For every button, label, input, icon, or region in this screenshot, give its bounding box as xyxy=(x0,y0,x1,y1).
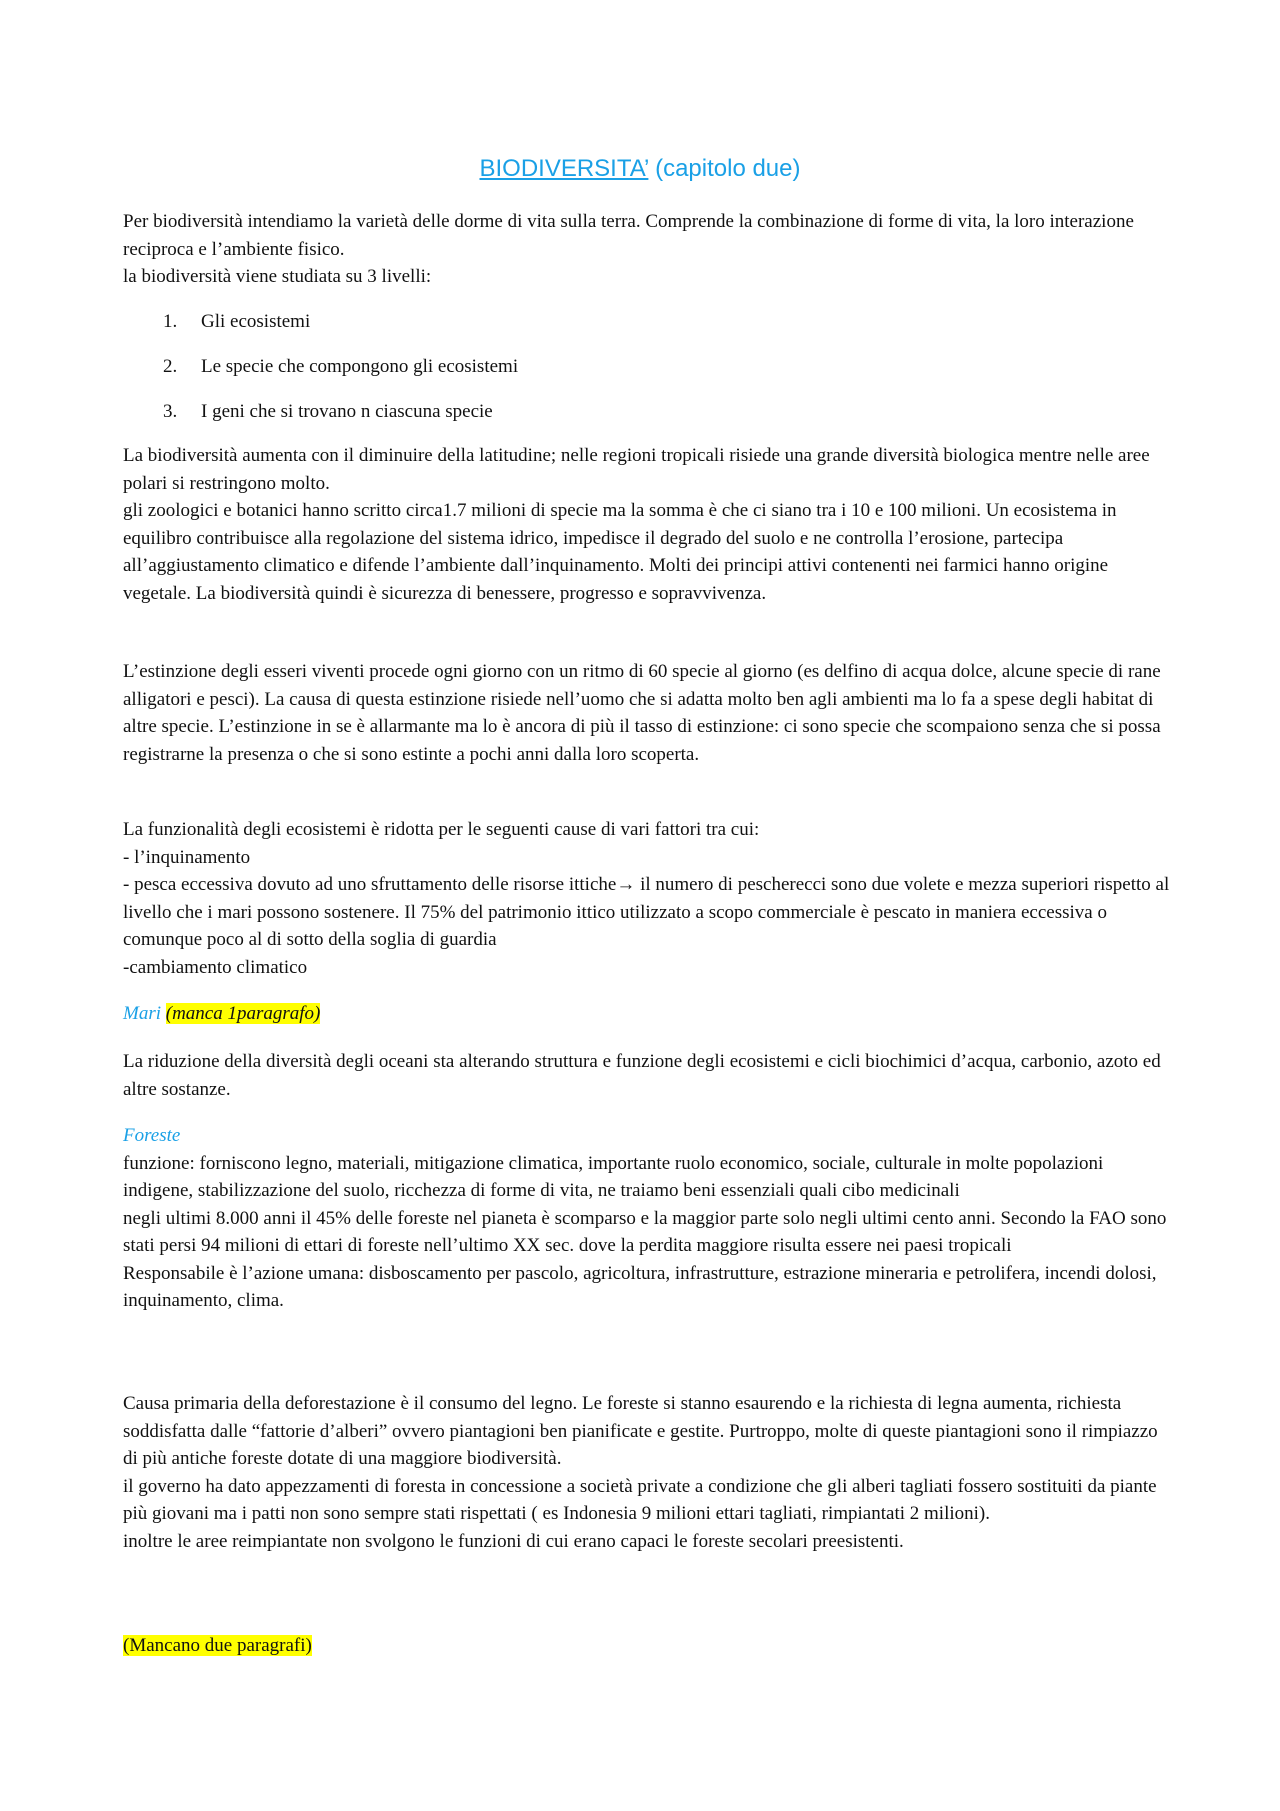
functions-item-fishing xyxy=(123,871,1173,954)
latitude-text: La biodiversità aumenta con il diminuire della latitudine; nelle regioni tropicali risiede una grande diversità biologica mentre nelle aree polari si restringono molto. xyxy=(123,445,1150,494)
foreste-section xyxy=(123,1122,1173,1315)
mari-heading-line xyxy=(123,1000,1173,1028)
section-heading-mari: Mari xyxy=(123,1003,161,1024)
fishing-text-2: il numero di pescherecci sono due volete e mezza superiori rispetto al livello che i mari possono sostenere. Il 75% del patrimonio ittico utilizzato a scopo commerciale è pescato in maniera eccessiva o comunque poco al di sotto della soglia di guardia xyxy=(123,874,1170,950)
levels-list xyxy=(123,308,518,443)
extinction-text: L’estinzione degli esseri viventi procede ogni giorno con un ritmo di 60 specie al giorno (es delfino di acqua dolce, alcune specie di rane alligatori e pesci). La causa di questa estinzione risiede nell’uomo che si adatta molto ben agli ambienti ma lo fa a spese degli habitat di altre specie. L’estinzione in se è allarmante ma lo è ancora di più il tasso di estinzione: ci sono specie che scompaiono senza che si possa registrarne la presenza o che si sono estinte a pochi anni dalla loro scoperta. xyxy=(123,661,1161,765)
functions-item-pollution: - l’inquinamento xyxy=(123,846,251,868)
intro-paragraph xyxy=(123,208,1173,291)
missing-note-line xyxy=(123,1632,1173,1660)
latitude-paragraph xyxy=(123,442,1173,607)
list-number: 3. xyxy=(163,401,178,422)
functions-paragraph xyxy=(123,816,1173,981)
foreste-cause-text: Responsabile è l’azione umana: disboscamento per pascolo, agricoltura, infrastrutture, estrazione mineraria e petrolifera, incendi dolosi, inquinamento, clima. xyxy=(123,1262,1157,1311)
title-main: BIODIVERSITA’ xyxy=(479,155,649,182)
arrow-icon: → xyxy=(616,874,636,895)
title-subtitle: (capitolo due) xyxy=(648,155,801,182)
functions-item-climate: -cambiamento climatico xyxy=(123,956,308,978)
list-item xyxy=(123,398,518,443)
foreste-loss-text: negli ultimi 8.000 anni il 45% delle foreste nel pianeta è scomparso e la maggior parte solo negli ultimi cento anni. Secondo la FAO sono stati persi 94 milioni di ettari di foreste nell’ultimo XX sec. dove la perdita maggiore risulta essere nei paesi tropicali xyxy=(123,1207,1167,1256)
functions-lead: La funzionalità degli ecosistemi è ridotta per le seguenti cause di vari fattori tra cui: xyxy=(123,819,760,840)
deforestation-text: Causa primaria della deforestazione è il consumo del legno. Le foreste si stanno esaurendo e la richiesta di legna aumenta, richiesta soddisfatta dalle “fattorie d’alberi” ovvero piantagioni ben pianificate e gestite. Purtroppo, molte di queste piantagioni sono il rimpiazzo di più antiche foreste dotate di una maggiore biodiversità. xyxy=(123,1393,1158,1469)
species-text: gli zoologici e botanici hanno scritto circa1.7 milioni di specie ma la somma è che ci siano tra i 10 e 100 milioni. Un ecosistema in equilibro contribuisce alla regolazione del sistema idrico, impedisce il degrado del suolo e ne controlla l’erosione, partecipa all’aggiustamento climatico e difende l’ambiente dall’inquinamento. Molti dei principi attivi contenenti nei farmici hanno origine vegetale. La biodiversità quindi è sicurezza di benessere, progresso e sopravvivenza. xyxy=(123,500,1117,604)
page-title xyxy=(0,153,1280,185)
list-number: 2. xyxy=(163,356,178,377)
deforestation-paragraph xyxy=(123,1390,1173,1555)
list-text: Gli ecosistemi xyxy=(201,311,311,332)
list-item xyxy=(123,308,518,353)
missing-paragraphs-note: (Mancano due paragrafi) xyxy=(123,1635,312,1656)
replanting-text: inoltre le aree reimpiantate non svolgono le funzioni di cui erano capaci le foreste secolari preesistenti. xyxy=(123,1530,904,1552)
list-item xyxy=(123,353,518,398)
intro-definition: Per biodiversità intendiamo la varietà delle dorme di vita sulla terra. Comprende la combinazione di forme di vita, la loro interazione reciproca e l’ambiente fisico. xyxy=(123,211,1134,260)
list-text: Le specie che compongono gli ecosistemi xyxy=(201,356,519,377)
list-number: 1. xyxy=(163,311,178,332)
section-heading-foreste: Foreste xyxy=(123,1125,181,1146)
extinction-paragraph xyxy=(123,658,1173,768)
intro-levels-lead: la biodiversità viene studiata su 3 livelli: xyxy=(123,266,432,287)
government-text: il governo ha dato appezzamenti di foresta in concessione a società private a condizione che gli alberi tagliati fossero sostituiti da piante più giovani ma i patti non sono sempre stati rispettati ( es Indonesia 9 milioni ettari tagliati, rimpiantati 2 milioni). xyxy=(123,1475,1157,1524)
list-text: I geni che si trovano n ciascuna specie xyxy=(201,401,493,422)
fishing-text-1: - pesca eccessiva dovuto ad uno sfruttamento delle risorse ittiche xyxy=(123,874,617,895)
foreste-function-text: funzione: forniscono legno, materiali, mitigazione climatica, importante ruolo economico, sociale, culturale in molte popolazioni indigene, stabilizzazione del suolo, ricchezza di forme di vita, ne traiamo beni essenziali quali cibo medicinali xyxy=(123,1152,1104,1201)
mari-text: La riduzione della diversità degli oceani sta alterando struttura e funzione degli ecosistemi e cicli biochimici d’acqua, carbonio, azoto ed altre sostanze. xyxy=(123,1051,1161,1100)
missing-paragraph-note: (manca 1paragrafo) xyxy=(165,1003,321,1024)
mari-paragraph xyxy=(123,1048,1173,1103)
